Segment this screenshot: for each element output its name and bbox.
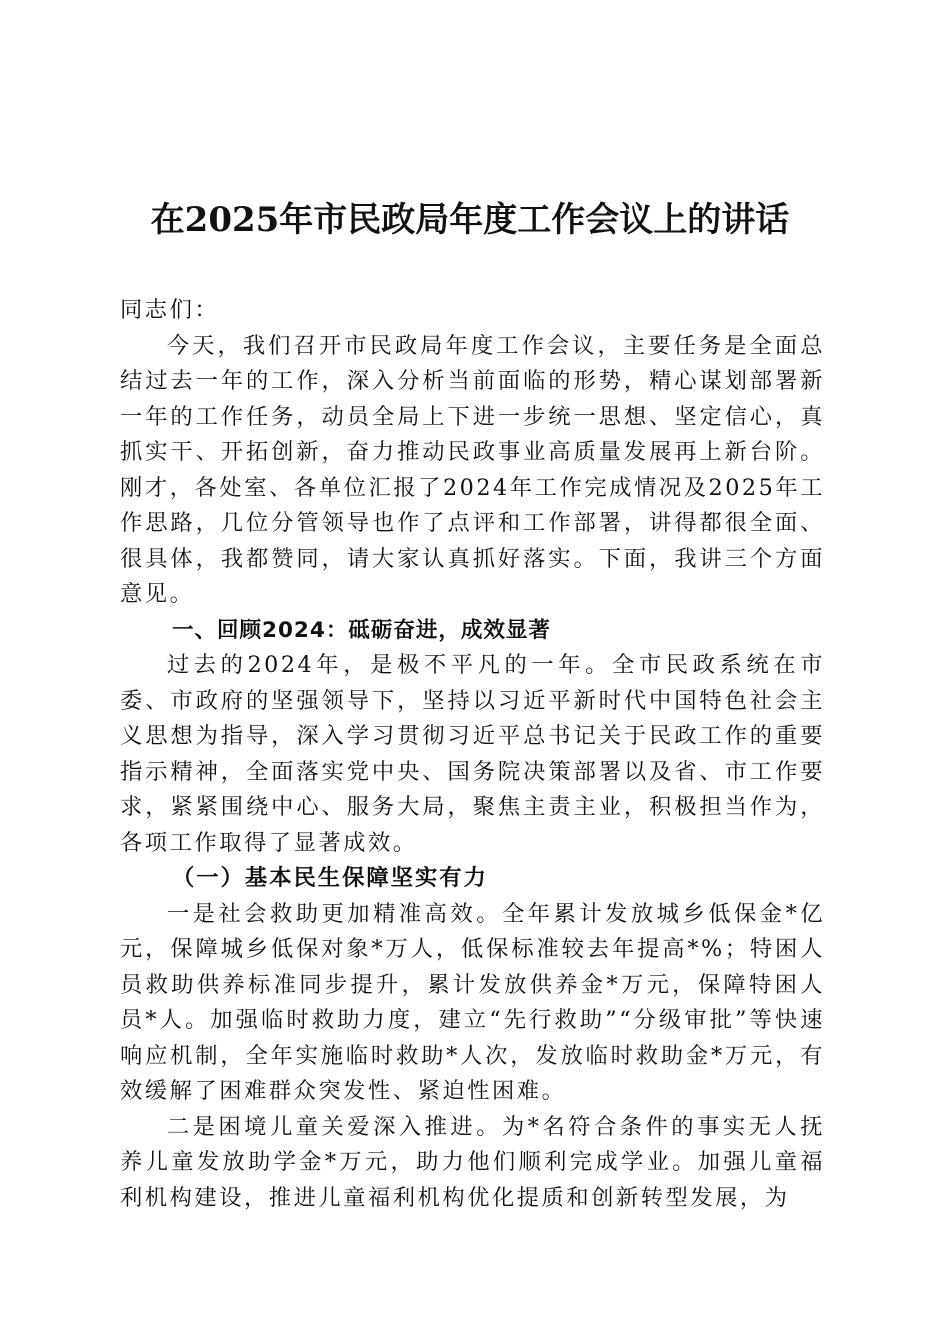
intro-paragraph: 今天，我们召开市民政局年度工作会议，主要任务是全面总结过去一年的工作，深入分析当前面临的形势，精心谋划部署新一年的工作任务，动员全局上下进一步统一思想、坚定信心，真抓实干、开拓创新，奋力推动民政事业高质量发展再上新台阶。刚才，各处室、各单位汇报了2024年工作完成情况及2025年工作思路，几位分管领导也作了点评和工作部署，讲得都很全面、很具体，我都赞同，请大家认真抓好落实。下面，我讲三个方面意见。 bbox=[120, 332, 825, 607]
document-title: 在2025年市民政局年度工作会议上的讲话 bbox=[150, 200, 790, 240]
children-care-paragraph: 二是困境儿童关爱深入推进。为*名符合条件的事实无人抚养儿童发放助学金*万元，助力他们顺利完成学业。加强儿童福利机构建设，推进儿童福利机构优化提质和创新转型发展，为 bbox=[120, 1113, 825, 1211]
section-heading-1: 一、回顾2024：砥砺奋进，成效显著 bbox=[172, 617, 551, 643]
social-assistance-paragraph: 一是社会救助更加精准高效。全年累计发放城乡低保金*亿元，保障城乡低保对象*万人，低保标准较去年提高*%；特困人员救助供养标准同步提升，累计发放供养金*万元，保障特困人员*人。加强临时救助力度，建立“先行救助”“分级审批”等快速响应机制，全年实施临时救助*人次，发放临时救助金*万元，有效缓解了困难群众突发性、紧迫性困难。 bbox=[120, 900, 825, 1104]
salutation: 同志们： bbox=[120, 297, 220, 323]
section1-intro-paragraph: 过去的2024年，是极不平凡的一年。全市民政系统在市委、市政府的坚强领导下，坚持以习近平新时代中国特色社会主义思想为指导，深入学习贯彻习近平总书记关于民政工作的重要指示精神，全面落实党中央、国务院决策部署以及省、市工作要求，紧紧围绕中心、服务大局，聚焦主责主业，积极担当作为，各项工作取得了显著成效。 bbox=[120, 652, 825, 856]
subsection-heading-1: （一）基本民生保障坚实有力 bbox=[172, 865, 488, 891]
document-body bbox=[120, 293, 825, 1216]
